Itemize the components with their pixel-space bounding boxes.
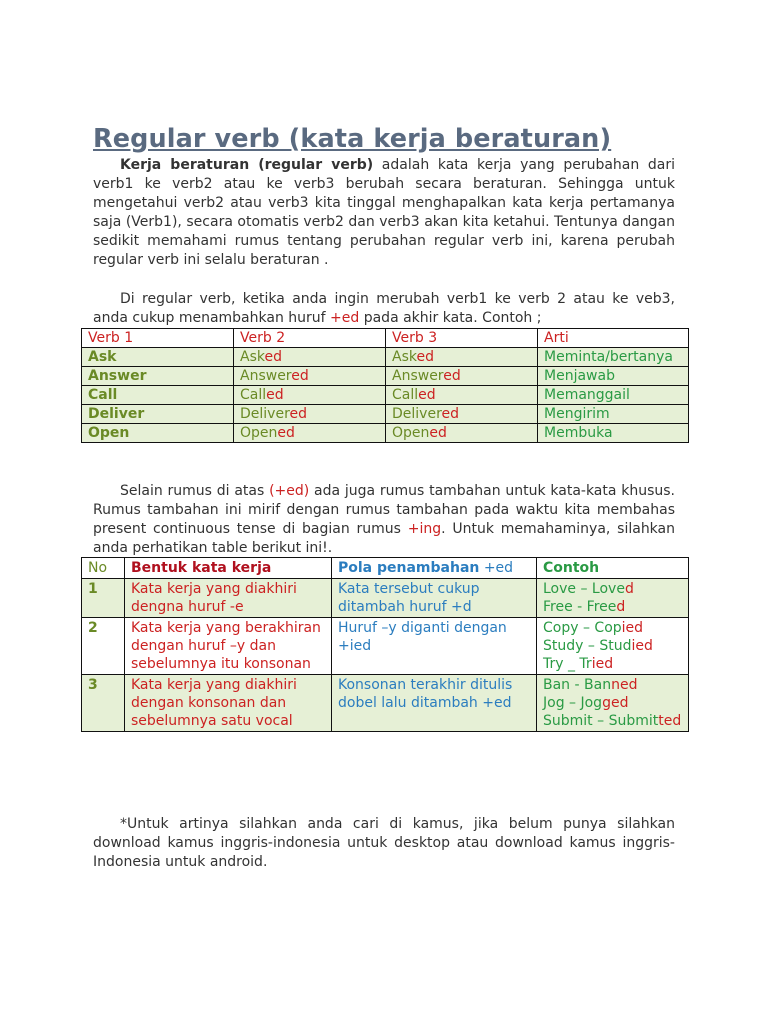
- verb3-base: Answer: [392, 368, 444, 384]
- row-no: 2: [82, 618, 125, 675]
- verb3-base: Ask: [392, 349, 417, 365]
- rule-text-after: pada akhir kata. Contoh ;: [359, 310, 542, 326]
- verb1-cell: Call: [82, 386, 234, 405]
- table-row: [82, 424, 689, 443]
- intro-lead: Kerja beraturan (regular verb): [120, 157, 374, 173]
- special-highlight-ed: (+ed): [269, 483, 310, 499]
- rule-table: [81, 557, 689, 732]
- arti-cell: Memanggail: [538, 386, 689, 405]
- example-line: [543, 619, 682, 637]
- row-pola: Kata tersebut cukup ditambah huruf +d: [332, 579, 537, 618]
- rule-paragraph: [93, 290, 675, 328]
- verb2-cell: [234, 386, 386, 405]
- example-base: Jog – Jog: [543, 695, 603, 711]
- example-suffix: ied: [621, 620, 644, 636]
- table-row: [82, 579, 689, 618]
- intro-text: adalah kata kerja yang perubahan dari verb1 ke verb2 atau ke verb3 berubah secara beraturan. Sehingga untuk mengetahui verb2 atau verb3 kita tinggal menghapalkan kata kerja pertamanya saja (Verb1), secara otomatis verb2 dan verb3 akan kita ketahui. Tentunya dangan sedikit memahami rumus tentang perubahan regular verb ini, karena perubah regular verb ini selalu beraturan .: [93, 157, 675, 268]
- example-line: [543, 694, 682, 712]
- row-bentuk: Kata kerja yang berakhiran dengan huruf –y dan sebelumnya itu konsonan: [125, 618, 332, 675]
- verb-table: [81, 328, 689, 443]
- row-pola: Konsonan terakhir ditulis dobel lalu ditambah +ed: [332, 675, 537, 732]
- verb3-suffix: ed: [429, 425, 447, 441]
- verb2-suffix: ed: [264, 349, 282, 365]
- row-contoh: [537, 618, 689, 675]
- verb2-suffix: ed: [266, 387, 284, 403]
- example-line: [543, 580, 682, 598]
- table-row: [82, 618, 689, 675]
- arti-cell: Mengirim: [538, 405, 689, 424]
- verb1-cell: Deliver: [82, 405, 234, 424]
- verb3-cell: [386, 424, 538, 443]
- row-bentuk: Kata kerja yang diakhiri dengna huruf -e: [125, 579, 332, 618]
- example-suffix: d: [616, 599, 626, 615]
- verb2-base: Deliver: [240, 406, 290, 422]
- row-bentuk: Kata kerja yang diakhiri dengan konsonan dan sebelumnya satu vocal: [125, 675, 332, 732]
- header-pola-bold: Pola penambahan: [338, 560, 480, 576]
- rule-highlight: +ed: [330, 310, 360, 326]
- verb3-base: Open: [392, 425, 430, 441]
- verb2-cell: [234, 367, 386, 386]
- header-pola: [332, 558, 537, 579]
- table-row: [82, 405, 689, 424]
- verb3-suffix: ed: [418, 387, 436, 403]
- verb2-suffix: ed: [291, 368, 309, 384]
- special-highlight-ing: +ing: [407, 521, 442, 537]
- verb1-cell: Answer: [82, 367, 234, 386]
- verb1-cell: Open: [82, 424, 234, 443]
- intro-paragraph: [93, 156, 675, 270]
- header-arti: Arti: [538, 329, 689, 348]
- verb2-base: Open: [240, 425, 278, 441]
- verb1-cell: Ask: [82, 348, 234, 367]
- rule-table-header: [82, 558, 689, 579]
- example-suffix: ted: [658, 713, 682, 729]
- row-contoh: [537, 675, 689, 732]
- arti-cell: Membuka: [538, 424, 689, 443]
- page-title: Regular verb (kata kerja beraturan): [93, 124, 612, 154]
- example-base: Copy – Cop: [543, 620, 622, 636]
- special-text-c: . Untuk memahaminya, silahkan anda perhatikan table berikut ini!.: [93, 521, 675, 556]
- verb2-suffix: ed: [289, 406, 308, 422]
- verb3-suffix: ed: [416, 349, 434, 365]
- example-suffix: ged: [602, 695, 629, 711]
- rule-text-before: Di regular verb, ketika anda ingin merubah verb1 ke verb 2 atau ke veb3, anda cukup menambahkan huruf: [93, 291, 675, 326]
- example-suffix: ned: [611, 677, 638, 693]
- table-row: [82, 386, 689, 405]
- verb-table-header: [82, 329, 689, 348]
- header-bentuk: Bentuk kata kerja: [125, 558, 332, 579]
- example-suffix: d: [624, 581, 634, 597]
- special-rule-paragraph: [93, 482, 675, 558]
- example-base: Try _ Tr: [543, 656, 592, 672]
- special-text-b: ada juga rumus tambahan untuk kata-kata khusus. Rumus tambahan ini mirif dengan rumus tambahan pada waktu kita membahas present continuous tense di bagian rumus: [93, 483, 676, 537]
- row-contoh: [537, 579, 689, 618]
- row-pola: Huruf –y diganti dengan +ied: [332, 618, 537, 675]
- example-line: [543, 712, 682, 730]
- verb3-cell: [386, 348, 538, 367]
- example-base: Free - Free: [543, 599, 617, 615]
- example-suffix: ied: [631, 638, 653, 654]
- verb3-base: Deliver: [392, 406, 442, 422]
- verb2-cell: [234, 424, 386, 443]
- verb2-base: Call: [240, 387, 267, 403]
- header-verb2: Verb 2: [234, 329, 386, 348]
- row-no: 3: [82, 675, 125, 732]
- example-suffix: ied: [591, 656, 614, 672]
- example-line: [543, 676, 682, 694]
- special-text-a: Selain rumus di atas: [120, 483, 270, 499]
- verb2-base: Answer: [240, 368, 292, 384]
- verb2-cell: [234, 405, 386, 424]
- arti-cell: Menjawab: [538, 367, 689, 386]
- example-base: Submit – Submit: [543, 713, 659, 729]
- header-pola-rest: +ed: [479, 560, 514, 576]
- verb3-suffix: ed: [443, 368, 461, 384]
- verb3-cell: [386, 386, 538, 405]
- verb2-base: Ask: [240, 349, 265, 365]
- arti-cell: Meminta/bertanya: [538, 348, 689, 367]
- example-line: [543, 637, 682, 655]
- verb2-cell: [234, 348, 386, 367]
- example-line: [543, 598, 682, 616]
- table-row: [82, 367, 689, 386]
- header-verb1: Verb 1: [82, 329, 234, 348]
- header-contoh: Contoh: [537, 558, 689, 579]
- header-no: No: [82, 558, 125, 579]
- example-line: [543, 655, 682, 673]
- verb3-base: Call: [392, 387, 419, 403]
- footnote-paragraph: *Untuk artinya silahkan anda cari di kamus, jika belum punya silahkan download kamus inggris-indonesia untuk desktop atau download kamus inggris-Indonesia untuk android.: [93, 816, 675, 870]
- verb3-cell: [386, 405, 538, 424]
- table-row: [82, 675, 689, 732]
- verb2-suffix: ed: [277, 425, 295, 441]
- example-base: Ban - Ban: [543, 677, 612, 693]
- verb3-cell: [386, 367, 538, 386]
- table-row: [82, 348, 689, 367]
- row-no: 1: [82, 579, 125, 618]
- header-verb3: Verb 3: [386, 329, 538, 348]
- verb3-suffix: ed: [441, 406, 460, 422]
- example-base: Love – Love: [543, 581, 625, 597]
- example-base: Study – Stud: [543, 638, 632, 654]
